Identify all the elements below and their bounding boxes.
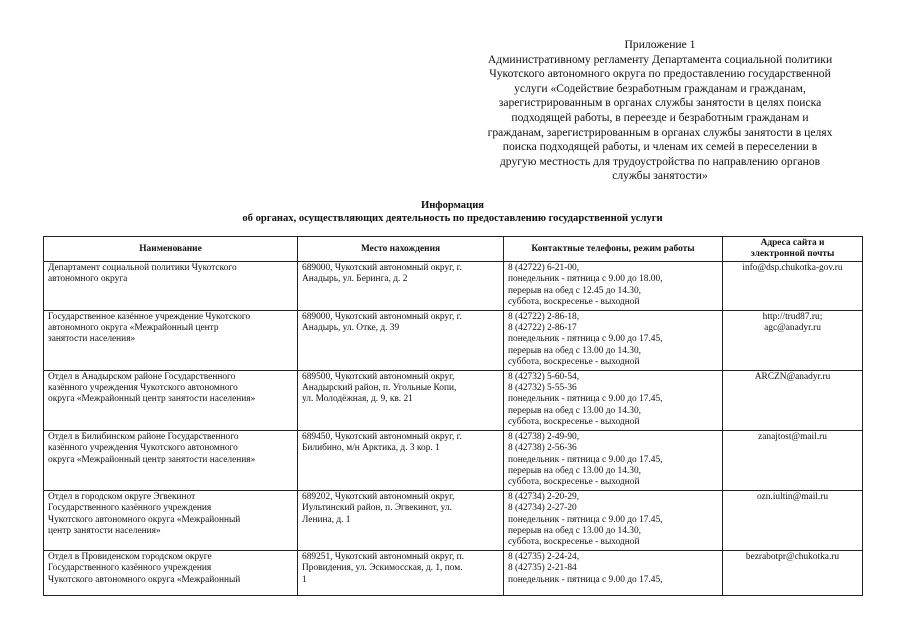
appendix-line: зарегистрированным в органах службы занятости в целях поиска [498, 96, 822, 110]
table-row [44, 490, 863, 550]
cell-phones: 8 (42735) 2-24-24, 8 (42735) 2-21-84 понедельник - пятница с 9.00 до 17.45, [504, 550, 723, 595]
cell-phones: 8 (42722) 2-86-18, 8 (42722) 2-86-17 понедельник - пятница с 9.00 до 17.45, перерыв на обед с 13.00 до 14.30, суббота, воскресенье - выходной [504, 310, 723, 370]
cell-location: 689500, Чукотский автономный округ, Анадырский район, п. Угольные Копи, ул. Молодёжная, д. 9, кв. 21 [298, 370, 504, 430]
header-name: Наименование [44, 237, 298, 262]
cell-name: Государственное казённое учреждение Чукотского автономного округа «Межрайонный центр занятости населения» [44, 310, 298, 370]
appendix-line: услуги «Содействие безработным гражданам и гражданам, [514, 81, 806, 95]
header-location: Место нахождения [298, 237, 504, 262]
appendix-line: другую местность для трудоустройства по направлению органов [499, 154, 821, 168]
appendix-line: службы занятости» [612, 169, 708, 183]
header-site-line: Адреса сайта и [760, 238, 825, 248]
cell-name: Отдел в Провиденском городском округе Государственного казённого учреждения Чукотского автономного округа «Межрайонный [44, 550, 298, 595]
agencies-table [43, 236, 863, 596]
appendix-line: поиска подходящей работы, и членам их семей в переселении в [502, 140, 818, 154]
appendix-line: гражданам, зарегистрированным в органах службы занятости в целях [487, 125, 833, 139]
appendix-note [440, 38, 880, 184]
table-header-row [44, 237, 863, 262]
cell-location: 689450, Чукотский автономный округ, г. Билибино, м/н Арктика, д. 3 кор. 1 [298, 430, 504, 490]
cell-site [723, 490, 863, 550]
cell-site [723, 430, 863, 490]
header-site-line: электронной почты [750, 249, 835, 259]
cell-phones: 8 (42734) 2-20-29, 8 (42734) 2-27-20 понедельник - пятница с 9.00 до 17.45, перерыв на обед с 13.00 до 14.30, суббота, воскресенье - выходной [504, 490, 723, 550]
heading-subtitle: об органах, осуществляющих деятельность по предоставлению государственной услуги [242, 212, 663, 224]
appendix-line: Административному регламенту Департамента социальной политики [487, 52, 833, 66]
cell-site [723, 262, 863, 311]
email-link[interactable]: info@dsp.chukotka-gov.ru [742, 263, 843, 273]
website-link[interactable]: http://trud87.ru; [762, 311, 823, 322]
email-link[interactable]: ARCZN@anadyr.ru [754, 371, 831, 382]
cell-site [723, 310, 863, 370]
email-link[interactable]: bezrabotpr@chukotka.ru [745, 551, 840, 562]
appendix-line: Чукотского автономного округа по предоставлению государственной [489, 67, 831, 81]
table-row [44, 262, 863, 311]
cell-name: Отдел в городском округе Эгвекинот Государственного казённого учреждения Чукотского автономного округа «Межрайонный центр занятости населения» [44, 490, 298, 550]
cell-phones: 8 (42732) 5-60-54, 8 (42732) 5-55-36 понедельник - пятница с 9.00 до 17.45, перерыв на обед с 13.00 до 14.30, суббота, воскресенье - выходной [504, 370, 723, 430]
email-link[interactable]: agc@anadyr.ru [764, 323, 821, 334]
appendix-line: подходящей работы, в переезде и безработным гражданам и [511, 110, 809, 124]
cell-name: Отдел в Анадырском районе Государственного казённого учреждения Чукотского автономного округа «Межрайонный центр занятости населения» [44, 370, 298, 430]
table-row [44, 430, 863, 490]
email-link[interactable]: ozn.iultin@mail.ru [756, 491, 829, 502]
cell-location: 689202, Чукотский автономный округ, Иультинский район, п. Эгвекинот, ул. Ленина, д. 1 [298, 490, 504, 550]
table-row [44, 310, 863, 370]
cell-name: Департамент социальной политики Чукотского автономного округа [44, 262, 298, 311]
cell-location: 689000, Чукотский автономный округ, г. Анадырь, ул. Беринга, д. 2 [298, 262, 504, 311]
table-row [44, 550, 863, 595]
table-row [44, 370, 863, 430]
header-phones: Контактные телефоны, режим работы [504, 237, 723, 262]
header-site [723, 237, 863, 262]
cell-name: Отдел в Билибинском районе Государственного казённого учреждения Чукотского автономного округа «Межрайонный центр занятости населения» [44, 430, 298, 490]
cell-location: 689000, Чукотский автономный округ, г. Анадырь, ул. Отке, д. 39 [298, 310, 504, 370]
email-link[interactable]: zanajtost@mail.ru [758, 431, 827, 442]
cell-phones: 8 (42722) 6-21-00, понедельник - пятница с 9.00 до 18.00, перерыв на обед с 12.45 до 14.30, суббота, воскресенье - выходной [504, 262, 723, 311]
heading-title: Информация [420, 200, 485, 211]
appendix-line: Приложение 1 [624, 38, 696, 51]
cell-site [723, 370, 863, 430]
cell-site [723, 550, 863, 595]
document-heading [0, 200, 905, 225]
cell-phones: 8 (42738) 2-49-90, 8 (42738) 2-56-36 понедельник - пятница с 9.00 до 17.45, перерыв на обед с 13.00 до 14.30, суббота, воскресенье - выходной [504, 430, 723, 490]
cell-location: 689251, Чукотский автономный округ, п. Провидения, ул. Эскимосская, д. 1, пом. 1 [298, 550, 504, 595]
